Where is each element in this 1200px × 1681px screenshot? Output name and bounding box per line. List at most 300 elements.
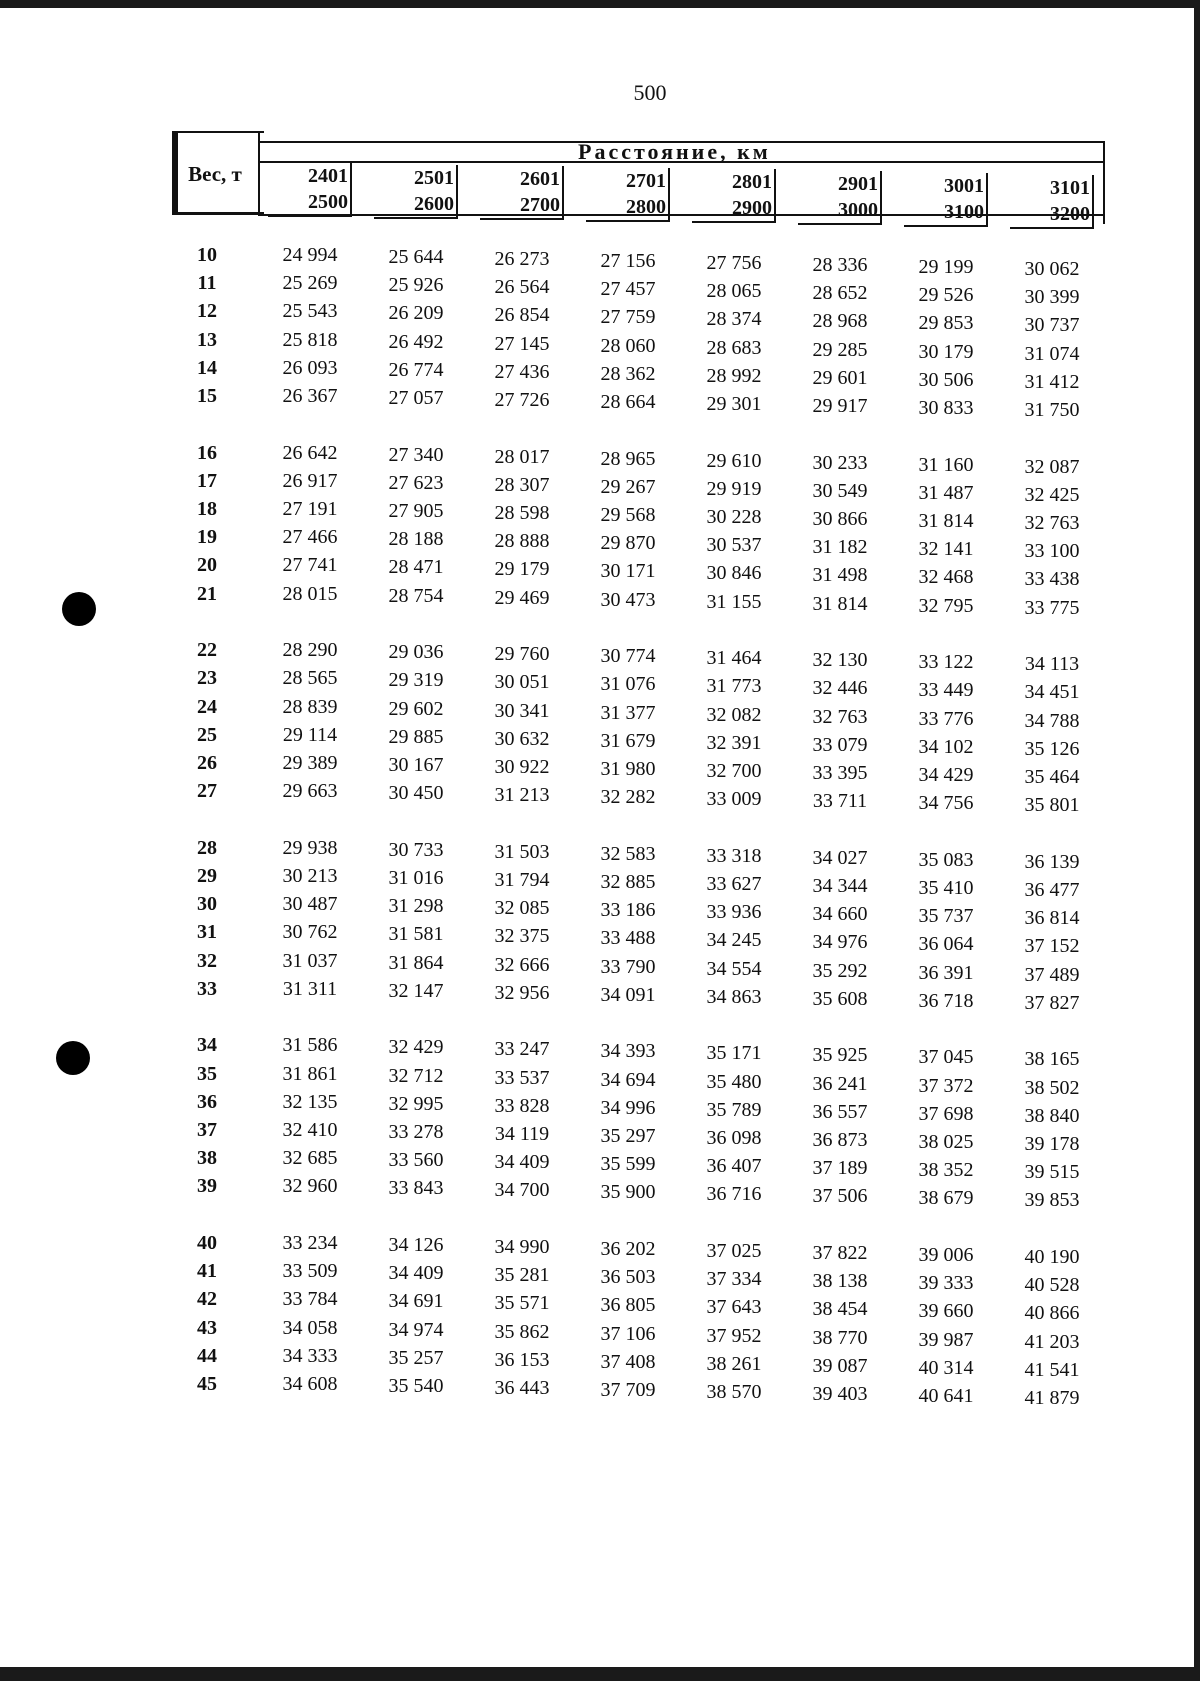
rate-cell: 35 540 <box>388 1375 444 1397</box>
rate-cell: 31 794 <box>494 869 550 891</box>
range-from: 2701 <box>586 168 670 194</box>
rate-cell: 28 565 <box>282 667 338 690</box>
rate-cell: 31 037 <box>282 949 338 972</box>
rate-cell: 28 598 <box>494 502 550 524</box>
rate-cell: 30 537 <box>706 534 762 557</box>
rate-cell: 38 352 <box>918 1159 974 1182</box>
rate-cell: 36 153 <box>494 1348 550 1371</box>
rate-cell: 34 554 <box>706 957 762 980</box>
rate-cell: 26 273 <box>494 248 550 270</box>
rate-cell: 39 333 <box>918 1272 974 1295</box>
rate-cell: 41 203 <box>1024 1330 1080 1353</box>
rate-cell: 32 141 <box>918 538 974 561</box>
rate-cell: 31 155 <box>706 590 762 613</box>
range-to: 2500 <box>268 189 352 217</box>
rate-cell: 30 487 <box>282 893 338 916</box>
rate-cell: 33 790 <box>600 955 656 978</box>
rate-cell: 38 502 <box>1024 1076 1080 1099</box>
range-to: 3200 <box>1010 201 1094 229</box>
rate-cell: 30 213 <box>282 865 338 887</box>
rate-cell: 26 564 <box>494 276 550 299</box>
rate-cell: 27 340 <box>388 443 444 466</box>
rate-cell: 37 709 <box>600 1379 656 1401</box>
weight-value: 28 <box>197 836 217 859</box>
rate-cell: 30 179 <box>918 340 974 363</box>
weight-value: 23 <box>197 667 217 690</box>
rate-cell: 31 581 <box>388 923 444 946</box>
rate-cell: 33 776 <box>918 707 974 730</box>
rate-cell: 25 269 <box>282 272 338 295</box>
rate-cell: 30 846 <box>706 562 762 585</box>
rate-cell: 39 006 <box>918 1244 974 1266</box>
rate-cell: 39 660 <box>918 1300 974 1323</box>
distance-range-header <box>1010 175 1094 229</box>
table-rule <box>172 212 264 215</box>
rate-cell: 27 156 <box>600 250 656 272</box>
distance-range-header <box>374 165 458 219</box>
rate-cell: 26 492 <box>388 330 444 353</box>
rate-cell: 31 377 <box>600 701 656 724</box>
rate-cell: 34 660 <box>812 903 868 926</box>
rate-cell: 32 147 <box>388 979 444 1002</box>
weight-value: 32 <box>197 949 217 972</box>
rate-cell: 33 247 <box>494 1038 550 1061</box>
rate-cell: 32 282 <box>600 786 656 809</box>
rate-cell: 31 814 <box>918 510 974 532</box>
rate-cell: 30 233 <box>812 451 868 474</box>
rate-cell: 24 994 <box>282 244 338 266</box>
rate-cell: 28 188 <box>388 528 444 551</box>
rate-cell: 29 601 <box>812 366 868 389</box>
distance-range-header <box>692 169 776 223</box>
weight-value: 18 <box>197 498 217 520</box>
rate-cell: 33 784 <box>282 1288 338 1311</box>
rate-cell: 27 145 <box>494 332 550 355</box>
rate-cell: 27 623 <box>388 471 444 494</box>
rate-cell: 31 464 <box>706 647 762 670</box>
rate-cell: 37 372 <box>918 1074 974 1097</box>
rate-cell: 36 202 <box>600 1238 656 1260</box>
rate-cell: 34 756 <box>918 792 974 815</box>
rate-cell: 32 087 <box>1024 455 1080 478</box>
rate-cell: 34 344 <box>812 875 868 897</box>
rate-cell: 28 336 <box>812 254 868 276</box>
rate-cell: 31 076 <box>600 673 656 696</box>
rate-cell: 29 285 <box>812 338 868 361</box>
rate-cell: 37 822 <box>812 1242 868 1264</box>
rate-cell: 37 506 <box>812 1185 868 1208</box>
rate-cell: 33 100 <box>1024 540 1080 563</box>
rate-cell: 32 763 <box>1024 512 1080 534</box>
weight-value: 36 <box>197 1090 217 1113</box>
rate-cell: 29 917 <box>812 395 868 417</box>
weight-value: 37 <box>197 1119 217 1141</box>
weight-value: 39 <box>197 1175 217 1198</box>
rate-cell: 30 833 <box>918 397 974 419</box>
rate-cell: 28 652 <box>812 282 868 305</box>
rate-cell: 30 549 <box>812 479 868 502</box>
weight-value: 40 <box>197 1232 217 1254</box>
rate-cell: 37 189 <box>812 1157 868 1180</box>
rate-cell: 41 541 <box>1024 1358 1080 1381</box>
rate-cell: 32 960 <box>282 1175 338 1198</box>
rate-cell: 28 060 <box>600 334 656 357</box>
range-from: 3001 <box>904 173 988 199</box>
rate-cell: 32 712 <box>388 1064 444 1087</box>
rate-cell: 37 952 <box>706 1324 762 1347</box>
distance-header: Расстояние, км <box>578 139 771 164</box>
weight-value: 21 <box>197 582 217 605</box>
rate-cell: 37 489 <box>1024 963 1080 986</box>
rate-cell: 25 818 <box>282 328 338 351</box>
rate-cell: 28 307 <box>494 473 550 496</box>
rate-cell: 31 412 <box>1024 370 1080 393</box>
rate-cell: 36 407 <box>706 1155 762 1178</box>
rate-cell: 33 234 <box>282 1232 338 1254</box>
range-from: 2401 <box>268 163 352 189</box>
rate-cell: 28 754 <box>388 584 444 607</box>
rate-cell: 29 199 <box>918 256 974 278</box>
rate-cell: 34 091 <box>600 983 656 1006</box>
punch-hole <box>56 1041 90 1075</box>
rate-cell: 28 065 <box>706 280 762 303</box>
rate-cell: 28 992 <box>706 364 762 387</box>
weight-value: 11 <box>197 272 217 295</box>
range-to: 2900 <box>692 195 776 223</box>
rate-cell: 30 774 <box>600 645 656 668</box>
rate-cell: 36 443 <box>494 1377 550 1399</box>
rate-cell: 28 374 <box>706 308 762 331</box>
rate-cell: 34 027 <box>812 846 868 869</box>
rate-cell: 35 571 <box>494 1292 550 1315</box>
rate-cell: 29 114 <box>282 723 338 746</box>
weight-value: 19 <box>197 526 217 549</box>
rate-cell: 40 190 <box>1024 1246 1080 1268</box>
rate-cell: 36 241 <box>812 1072 868 1095</box>
distance-range-header <box>798 171 882 225</box>
rate-cell: 27 756 <box>706 252 762 274</box>
rate-cell: 34 113 <box>1024 653 1080 676</box>
rate-cell: 32 666 <box>494 953 550 976</box>
rate-cell: 29 179 <box>494 558 550 581</box>
rate-cell: 35 801 <box>1024 794 1080 817</box>
rate-cell: 34 409 <box>388 1262 444 1285</box>
rate-cell: 37 643 <box>706 1296 762 1319</box>
weight-value: 22 <box>197 639 217 662</box>
rate-cell: 34 863 <box>706 985 762 1008</box>
rate-cell: 33 488 <box>600 927 656 950</box>
rate-cell: 31 311 <box>282 977 338 1000</box>
rate-cell: 26 093 <box>282 356 338 379</box>
rate-cell: 40 528 <box>1024 1274 1080 1297</box>
rate-cell: 32 130 <box>812 649 868 672</box>
rate-cell: 32 135 <box>282 1090 338 1113</box>
rate-cell: 28 664 <box>600 391 656 413</box>
range-to: 2700 <box>480 192 564 220</box>
range-to: 2600 <box>374 191 458 219</box>
rate-cell: 27 466 <box>282 526 338 549</box>
scan-border-right <box>1194 0 1200 1681</box>
rate-cell: 34 974 <box>388 1318 444 1341</box>
rate-cell: 36 805 <box>600 1294 656 1317</box>
rate-cell: 33 775 <box>1024 596 1080 619</box>
rate-cell: 31 016 <box>388 867 444 889</box>
rate-cell: 33 843 <box>388 1177 444 1200</box>
rate-cell: 30 450 <box>388 782 444 805</box>
rate-cell: 34 333 <box>282 1344 338 1367</box>
rate-cell: 31 182 <box>812 536 868 559</box>
rate-cell: 39 515 <box>1024 1161 1080 1184</box>
rate-cell: 30 228 <box>706 506 762 528</box>
rate-cell: 28 683 <box>706 336 762 359</box>
rate-cell: 33 828 <box>494 1094 550 1117</box>
rate-cell: 35 257 <box>388 1346 444 1369</box>
weight-value: 17 <box>197 469 217 492</box>
scan-border-bottom <box>0 1667 1200 1681</box>
rate-cell: 32 995 <box>388 1092 444 1115</box>
rate-cell: 35 292 <box>812 959 868 982</box>
rate-cell: 31 750 <box>1024 399 1080 421</box>
rate-cell: 36 718 <box>918 989 974 1012</box>
rate-cell: 33 438 <box>1024 568 1080 591</box>
weight-value: 13 <box>197 328 217 351</box>
rate-cell: 33 627 <box>706 873 762 895</box>
rate-cell: 31 773 <box>706 675 762 698</box>
rate-cell: 27 741 <box>282 554 338 577</box>
rate-cell: 25 543 <box>282 300 338 323</box>
rate-cell: 31 864 <box>388 951 444 974</box>
rate-cell: 26 642 <box>282 441 338 464</box>
rate-cell: 32 391 <box>706 731 762 754</box>
rate-cell: 39 403 <box>812 1383 868 1405</box>
rate-cell: 28 362 <box>600 362 656 385</box>
rate-cell: 27 457 <box>600 278 656 301</box>
rate-cell: 30 051 <box>494 671 550 694</box>
rate-cell: 28 968 <box>812 310 868 333</box>
rate-cell: 34 700 <box>494 1179 550 1202</box>
rate-cell: 35 410 <box>918 877 974 899</box>
rate-cell: 37 045 <box>918 1046 974 1069</box>
rate-cell: 29 568 <box>600 504 656 526</box>
rate-cell: 32 375 <box>494 925 550 948</box>
rate-cell: 33 278 <box>388 1121 444 1143</box>
weight-value: 10 <box>197 244 217 266</box>
rate-cell: 28 888 <box>494 530 550 553</box>
rate-cell: 35 599 <box>600 1153 656 1176</box>
table-rule <box>258 131 260 214</box>
rate-cell: 26 209 <box>388 302 444 325</box>
rate-cell: 32 685 <box>282 1147 338 1170</box>
rate-cell: 34 788 <box>1024 709 1080 732</box>
rate-cell: 34 409 <box>494 1151 550 1174</box>
rate-cell: 31 160 <box>918 453 974 476</box>
rate-cell: 39 987 <box>918 1328 974 1351</box>
rate-cell: 26 854 <box>494 304 550 327</box>
rate-cell: 29 036 <box>388 641 444 664</box>
rate-cell: 30 399 <box>1024 286 1080 309</box>
rate-cell: 33 560 <box>388 1149 444 1172</box>
rate-cell: 35 297 <box>600 1125 656 1147</box>
range-from: 3101 <box>1010 175 1094 201</box>
rate-cell: 30 866 <box>812 508 868 530</box>
rate-cell: 40 866 <box>1024 1302 1080 1325</box>
rate-cell: 36 139 <box>1024 850 1080 873</box>
rate-cell: 35 480 <box>706 1070 762 1093</box>
rate-cell: 36 814 <box>1024 907 1080 930</box>
rate-cell: 31 498 <box>812 564 868 587</box>
rate-cell: 32 082 <box>706 703 762 726</box>
rate-cell: 30 762 <box>282 921 338 944</box>
rate-cell: 34 691 <box>388 1290 444 1313</box>
rate-cell: 34 102 <box>918 735 974 758</box>
rate-cell: 30 632 <box>494 727 550 750</box>
rate-cell: 40 314 <box>918 1356 974 1379</box>
rate-cell: 31 814 <box>812 592 868 615</box>
rate-cell: 37 106 <box>600 1322 656 1345</box>
rate-cell: 30 473 <box>600 588 656 611</box>
table-rule <box>1103 141 1105 224</box>
rate-cell: 38 261 <box>706 1352 762 1375</box>
rate-cell: 39 087 <box>812 1354 868 1377</box>
rate-cell: 26 774 <box>388 358 444 381</box>
rate-cell: 35 737 <box>918 905 974 928</box>
weight-value: 12 <box>197 300 217 323</box>
rate-cell: 34 451 <box>1024 681 1080 704</box>
rate-cell: 36 557 <box>812 1100 868 1123</box>
rate-cell: 31 980 <box>600 758 656 780</box>
rate-cell: 28 290 <box>282 639 338 662</box>
rate-cell: 33 449 <box>918 679 974 702</box>
rate-cell: 28 017 <box>494 445 550 468</box>
rate-cell: 29 526 <box>918 284 974 307</box>
rate-cell: 33 079 <box>812 733 868 756</box>
rate-cell: 30 062 <box>1024 258 1080 280</box>
rate-cell: 37 152 <box>1024 935 1080 958</box>
rate-cell: 32 085 <box>494 897 550 920</box>
rate-cell: 34 119 <box>494 1123 550 1145</box>
rate-cell: 38 679 <box>918 1187 974 1210</box>
rate-cell: 31 213 <box>494 784 550 807</box>
weight-value: 42 <box>197 1288 217 1311</box>
weight-value: 31 <box>197 921 217 944</box>
rate-cell: 27 436 <box>494 360 550 383</box>
rate-cell: 29 602 <box>388 697 444 720</box>
rate-cell: 33 395 <box>812 762 868 784</box>
rate-cell: 29 610 <box>706 449 762 472</box>
rate-cell: 29 469 <box>494 586 550 609</box>
range-from: 2601 <box>480 166 564 192</box>
range-to: 2800 <box>586 194 670 222</box>
rate-cell: 37 334 <box>706 1268 762 1291</box>
distance-range-header <box>480 166 564 220</box>
rate-cell: 39 853 <box>1024 1189 1080 1212</box>
rate-cell: 36 477 <box>1024 879 1080 901</box>
rate-cell: 32 446 <box>812 677 868 700</box>
range-from: 2501 <box>374 165 458 191</box>
rate-cell: 32 583 <box>600 842 656 865</box>
rate-cell: 39 178 <box>1024 1133 1080 1155</box>
rate-cell: 29 760 <box>494 643 550 666</box>
rate-cell: 32 763 <box>812 705 868 728</box>
rate-cell: 34 996 <box>600 1096 656 1119</box>
rate-cell: 31 298 <box>388 895 444 918</box>
weight-value: 26 <box>197 752 217 774</box>
rate-cell: 38 770 <box>812 1326 868 1349</box>
rate-cell: 26 917 <box>282 469 338 492</box>
rate-cell: 32 410 <box>282 1119 338 1141</box>
rate-cell: 38 025 <box>918 1131 974 1153</box>
distance-range-header <box>268 163 352 217</box>
range-to: 3100 <box>904 199 988 227</box>
rate-cell: 32 429 <box>388 1036 444 1059</box>
rate-cell: 25 926 <box>388 274 444 297</box>
rate-cell: 33 122 <box>918 651 974 674</box>
rate-cell: 35 126 <box>1024 737 1080 760</box>
rate-cell: 35 083 <box>918 848 974 871</box>
weight-value: 38 <box>197 1147 217 1170</box>
weight-value: 24 <box>197 695 217 718</box>
rate-cell: 30 341 <box>494 699 550 722</box>
range-to: 3000 <box>798 197 882 225</box>
rate-cell: 31 074 <box>1024 342 1080 365</box>
rate-cell: 34 126 <box>388 1234 444 1256</box>
rate-cell: 32 885 <box>600 871 656 893</box>
rate-cell: 29 938 <box>282 836 338 859</box>
rate-cell: 35 925 <box>812 1044 868 1067</box>
rate-cell: 33 009 <box>706 788 762 811</box>
rate-cell: 36 391 <box>918 961 974 984</box>
rate-cell: 37 698 <box>918 1102 974 1125</box>
weight-value: 20 <box>197 554 217 577</box>
rate-cell: 36 716 <box>706 1183 762 1206</box>
rate-cell: 36 873 <box>812 1129 868 1151</box>
rate-cell: 26 367 <box>282 385 338 407</box>
rate-cell: 29 870 <box>600 532 656 555</box>
rate-cell: 27 191 <box>282 498 338 520</box>
weight-value: 16 <box>197 441 217 464</box>
rate-cell: 33 186 <box>600 899 656 922</box>
rate-cell: 32 700 <box>706 760 762 782</box>
table-rule <box>172 131 264 133</box>
rate-cell: 38 165 <box>1024 1048 1080 1071</box>
rate-cell: 29 389 <box>282 752 338 774</box>
rate-cell: 29 301 <box>706 393 762 415</box>
weight-value: 29 <box>197 865 217 887</box>
weight-header: Вес, т <box>188 162 242 186</box>
rate-cell: 28 015 <box>282 582 338 605</box>
rate-cell: 29 319 <box>388 669 444 692</box>
weight-value: 44 <box>197 1344 217 1367</box>
rate-cell: 32 956 <box>494 981 550 1004</box>
rate-cell: 30 733 <box>388 838 444 861</box>
weight-value: 34 <box>197 1034 217 1057</box>
rate-cell: 30 171 <box>600 560 656 583</box>
rate-cell: 35 608 <box>812 987 868 1010</box>
rate-cell: 33 318 <box>706 844 762 867</box>
rate-cell: 36 098 <box>706 1127 762 1149</box>
rate-cell: 28 965 <box>600 447 656 470</box>
rate-cell: 35 171 <box>706 1042 762 1065</box>
rate-cell: 27 726 <box>494 389 550 411</box>
weight-value: 45 <box>197 1373 217 1395</box>
weight-value: 27 <box>197 780 217 803</box>
weight-value: 41 <box>197 1260 217 1283</box>
rate-cell: 27 057 <box>388 387 444 409</box>
rate-cell: 34 429 <box>918 764 974 786</box>
rate-cell: 35 464 <box>1024 766 1080 788</box>
weight-value: 33 <box>197 977 217 1000</box>
weight-value: 30 <box>197 893 217 916</box>
